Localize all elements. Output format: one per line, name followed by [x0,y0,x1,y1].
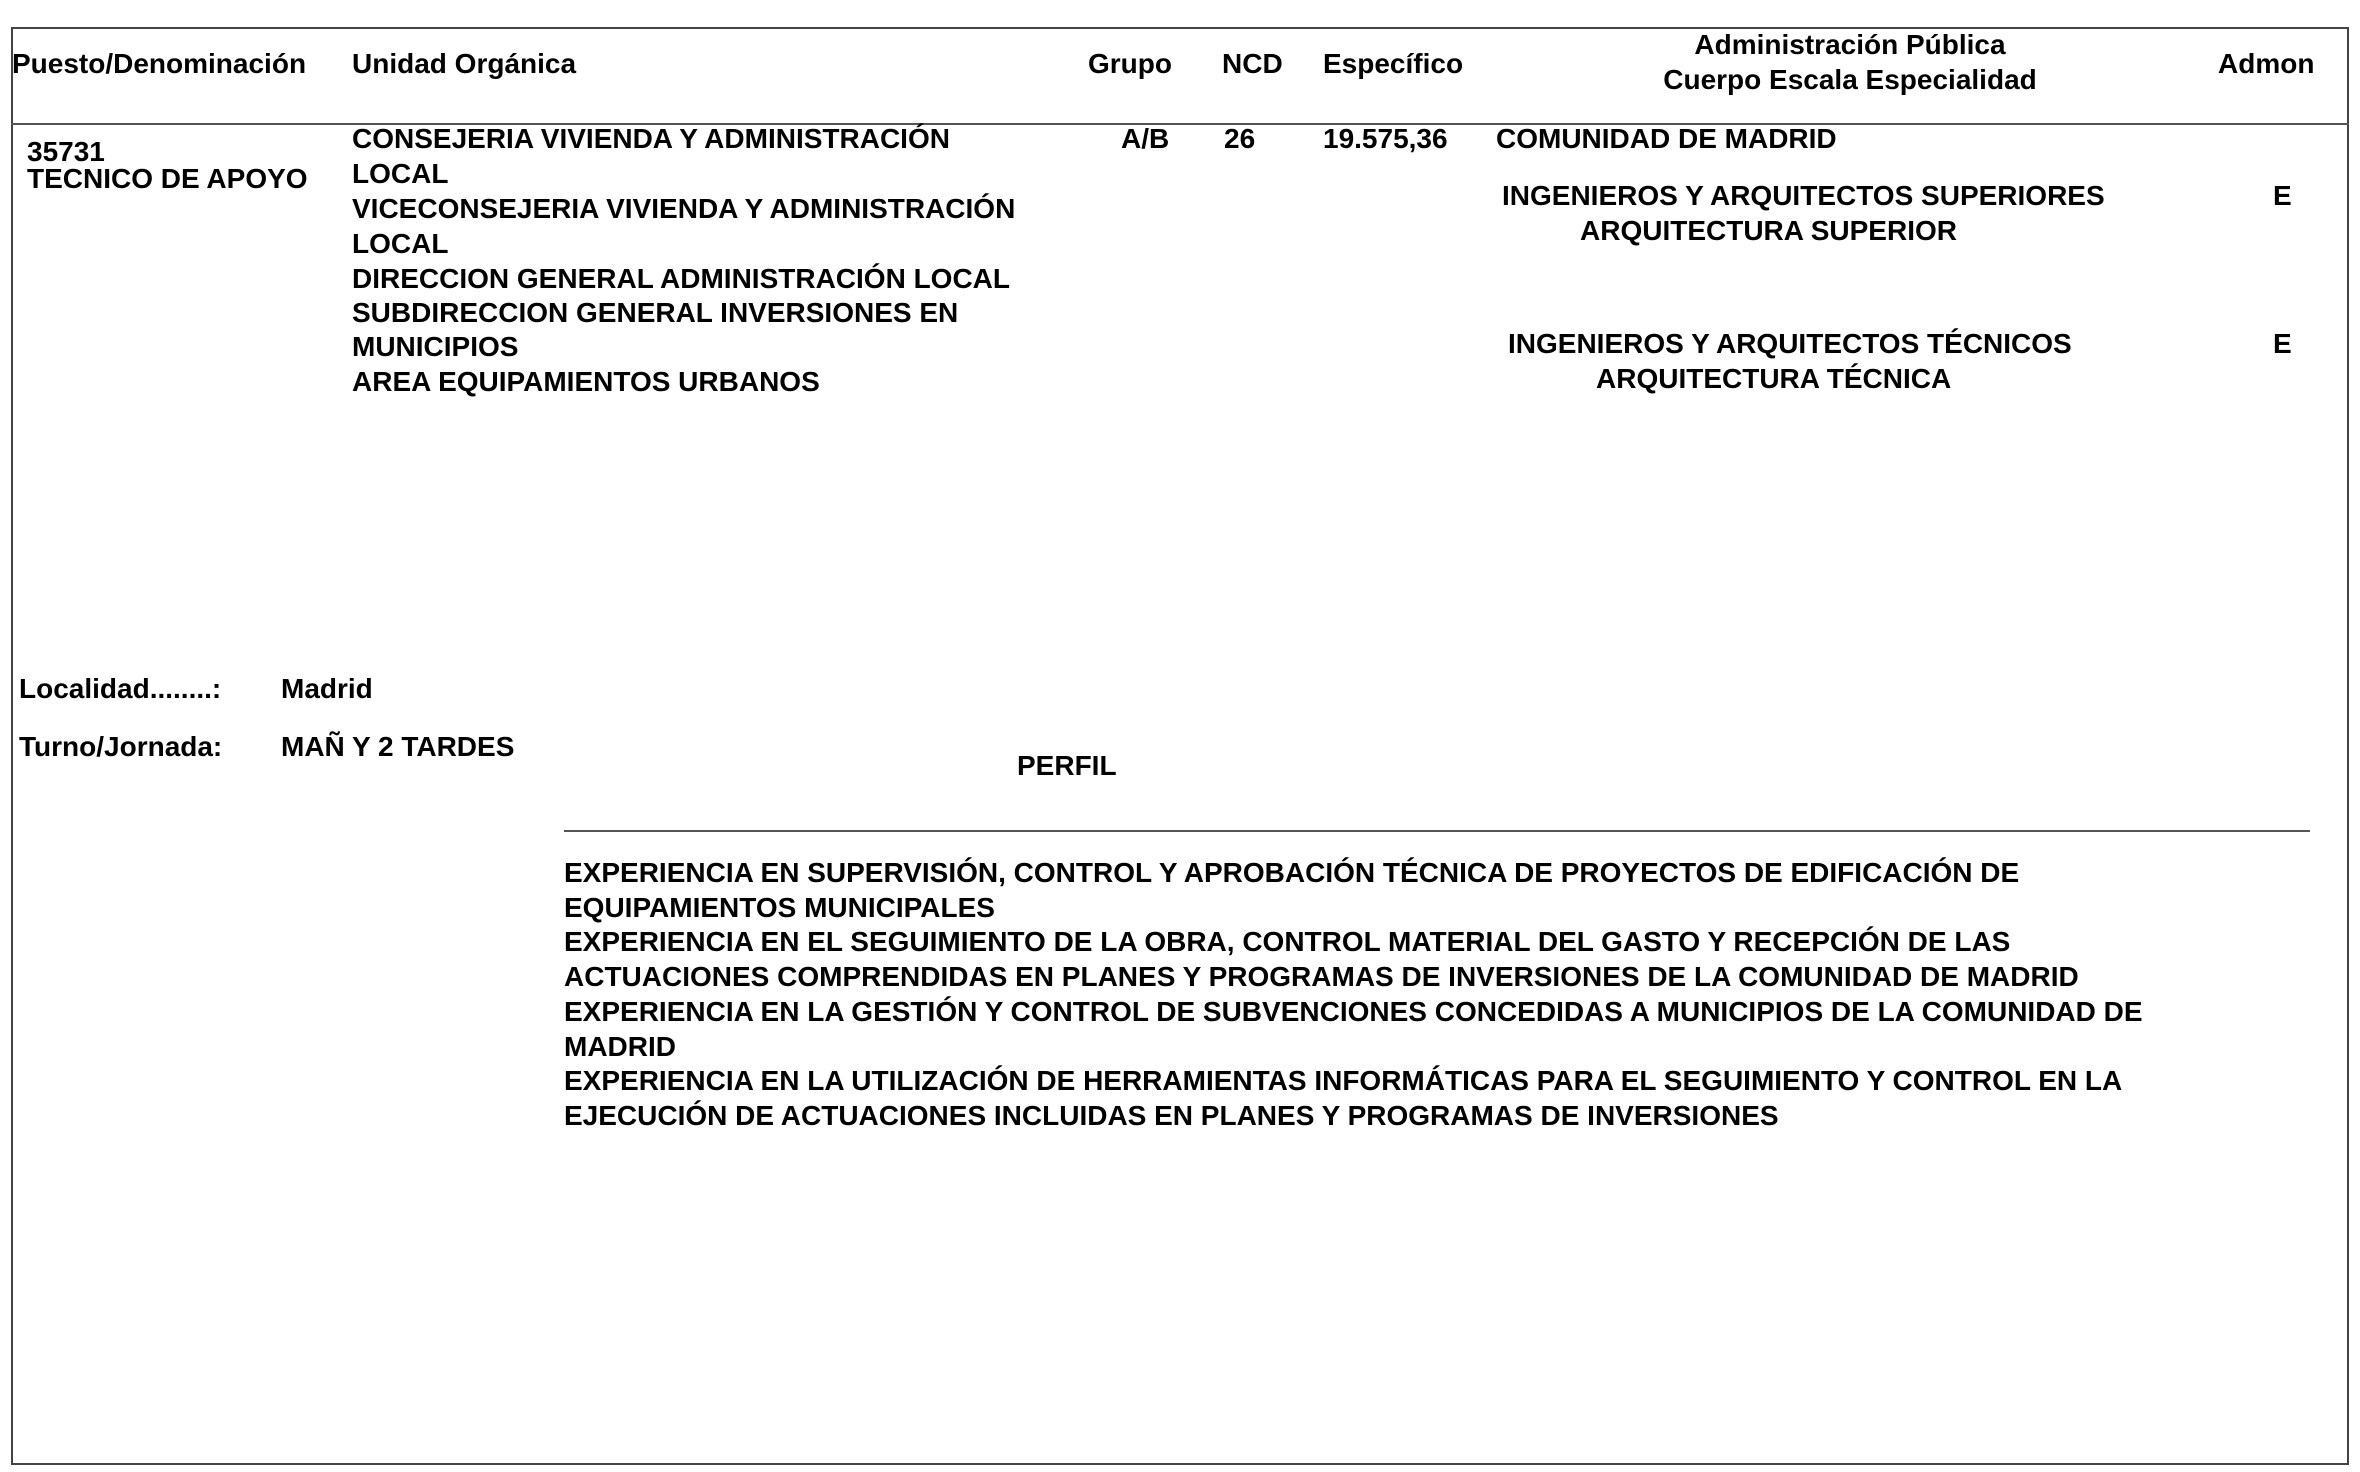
perfil-line: MADRID [564,1031,676,1062]
localidad-label: Localidad........: [19,673,222,704]
unidad-line: LOCAL [352,228,449,259]
perfil-line: EXPERIENCIA EN LA GESTIÓN Y CONTROL DE SUBVENCIONES CONCEDIDAS A MUNICIPIOS DE LA COMUNIDAD DE [564,996,2143,1027]
especialidad-2: ARQUITECTURA TÉCNICA [1596,363,1952,394]
unidad-line: AREA EQUIPAMIENTOS URBANOS [352,366,820,397]
unidad-line: MUNICIPIOS [352,331,519,362]
admon-2: E [2273,328,2292,359]
perfil-divider [564,830,2310,832]
unidad-line: SUBDIRECCION GENERAL INVERSIONES EN [352,297,959,328]
header-admin-line2: Cuerpo Escala Especialidad [1663,64,2037,95]
puesto-denominacion: TECNICO DE APOYO [27,163,308,194]
unidad-line: DIRECCION GENERAL ADMINISTRACIÓN LOCAL [352,263,1010,294]
admon-1: E [2273,180,2292,211]
localidad-value: Madrid [281,673,373,704]
perfil-line: ACTUACIONES COMPRENDIDAS EN PLANES Y PROGRAMAS DE INVERSIONES DE LA COMUNIDAD DE MADRID [564,961,2079,992]
header-admon: Admon [2218,48,2315,79]
grupo-value: A/B [1121,123,1170,154]
header-unidad: Unidad Orgánica [352,48,577,79]
unidad-line: LOCAL [352,158,449,189]
perfil-line: EXPERIENCIA EN LA UTILIZACIÓN DE HERRAMIENTAS INFORMÁTICAS PARA EL SEGUIMIENTO Y CONTROL EN LA [564,1065,2123,1096]
cuerpo-2: INGENIEROS Y ARQUITECTOS TÉCNICOS [1508,328,2072,359]
unidad-line: CONSEJERIA VIVIENDA Y ADMINISTRACIÓN [352,123,950,154]
turno-label: Turno/Jornada: [19,731,223,762]
administracion-value: COMUNIDAD DE MADRID [1496,123,1837,154]
unidad-line: VICECONSEJERIA VIVIENDA Y ADMINISTRACIÓN [352,193,1016,224]
header-grupo: Grupo [1088,48,1172,79]
especialidad-1: ARQUITECTURA SUPERIOR [1580,215,1957,246]
header-puesto: Puesto/Denominación [12,48,307,79]
especifico-value: 19.575,36 [1323,123,1448,154]
perfil-line: EXPERIENCIA EN SUPERVISIÓN, CONTROL Y APROBACIÓN TÉCNICA DE PROYECTOS DE EDIFICACIÓN DE [564,857,2020,888]
turno-value: MAÑ Y 2 TARDES [281,731,515,762]
header-admin-line1: Administración Pública [1694,29,2006,60]
puesto-code: 35731 [27,136,105,167]
header-ncd: NCD [1222,48,1283,79]
ncd-value: 26 [1224,123,1256,154]
cuerpo-1: INGENIEROS Y ARQUITECTOS SUPERIORES [1502,180,2105,211]
perfil-line: EQUIPAMIENTOS MUNICIPALES [564,892,995,923]
perfil-line: EXPERIENCIA EN EL SEGUIMIENTO DE LA OBRA, CONTROL MATERIAL DEL GASTO Y RECEPCIÓN DE LAS [564,926,2011,957]
perfil-title: PERFIL [1017,750,1117,781]
header-especifico: Específico [1323,48,1464,79]
perfil-line: EJECUCIÓN DE ACTUACIONES INCLUIDAS EN PLANES Y PROGRAMAS DE INVERSIONES [564,1100,1779,1131]
